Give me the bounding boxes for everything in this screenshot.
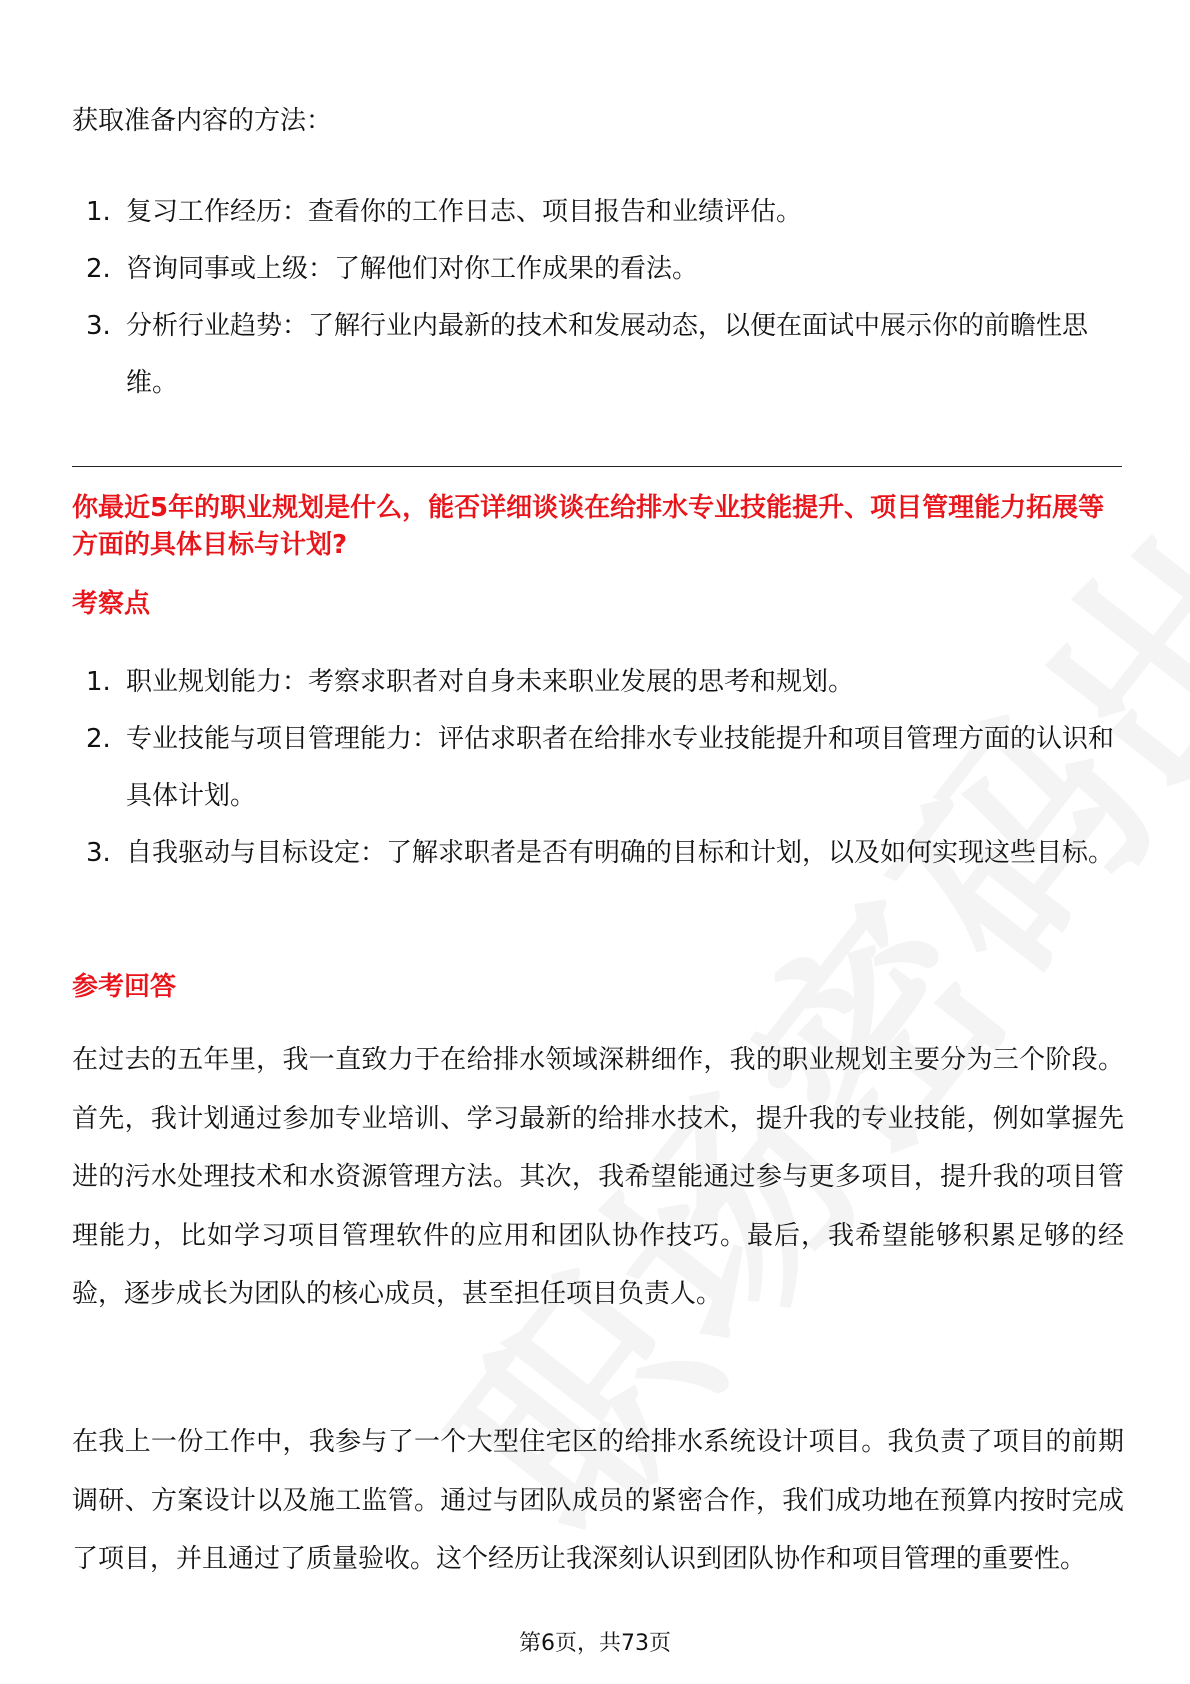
list-item-text: 自我驱动与目标设定：了解求职者是否有明确的目标和计划，以及如何实现这些目标。 <box>126 838 1115 868</box>
list-item <box>72 241 1122 298</box>
section-heading-answer: 参考回答 <box>72 972 177 1002</box>
points-list <box>72 654 1122 882</box>
list-number: 2. <box>86 724 111 754</box>
intro-text: 获取准备内容的方法： <box>72 106 333 136</box>
list-item-text: 复习工作经历：查看你的工作日志、项目报告和业绩评估。 <box>126 197 803 227</box>
methods-list <box>72 184 1122 412</box>
page-footer: 第6页，共73页 <box>519 1631 671 1656</box>
section-heading-points: 考察点 <box>72 589 151 619</box>
list-item-text: 分析行业趋势：了解行业内最新的技术和发展动态，以便在面试中展示你的前瞻性思维。 <box>126 311 1089 398</box>
section-divider <box>72 466 1122 467</box>
list-item-text: 专业技能与项目管理能力：评估求职者在给排水专业技能提升和项目管理方面的认识和具体计划。 <box>126 724 1115 811</box>
answer-paragraph: 在我上一份工作中，我参与了一个大型住宅区的给排水系统设计项目。我负责了项目的前期调研、方案设计以及施工监管。通过与团队成员的紧密合作，我们成功地在预算内按时完成了项目，并且通过了质量验收。这个经历让我深刻认识到团队协作和项目管理的重要性。 <box>72 1427 1124 1574</box>
question-heading: 你最近5年的职业规划是什么，能否详细谈谈在给排水专业技能提升、项目管理能力拓展等方面的具体目标与计划? <box>72 493 1105 560</box>
list-item-text: 咨询同事或上级：了解他们对你工作成果的看法。 <box>126 254 699 284</box>
watermark <box>372 266 1190 1586</box>
list-number: 1. <box>86 667 111 697</box>
list-item <box>72 711 1122 825</box>
answer-paragraph: 在过去的五年里，我一直致力于在给排水领域深耕细作，我的职业规划主要分为三个阶段。首先，我计划通过参加专业培训、学习最新的给排水技术，提升我的专业技能，例如掌握先进的污水处理技术和水资源管理方法。其次，我希望能通过参与更多项目，提升我的项目管理能力，比如学习项目管理软件的应用和团队协作技巧。最后，我希望能够积累足够的经验，逐步成长为团队的核心成员，甚至担任项目负责人。 <box>72 1045 1124 1309</box>
list-number: 3. <box>86 311 111 341</box>
list-item <box>72 825 1122 882</box>
list-item-text: 职业规划能力：考察求职者对自身未来职业发展的思考和规划。 <box>126 667 855 697</box>
list-item <box>72 654 1122 711</box>
list-number: 2. <box>86 254 111 284</box>
list-item <box>72 298 1122 412</box>
list-number: 3. <box>86 838 111 868</box>
list-number: 1. <box>86 197 111 227</box>
list-item <box>72 184 1122 241</box>
